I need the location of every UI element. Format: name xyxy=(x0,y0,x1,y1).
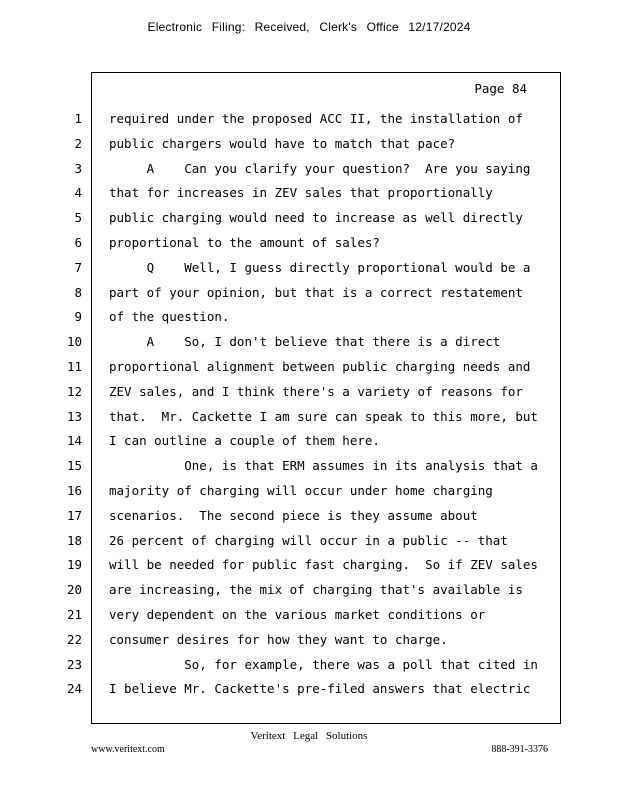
line-number: 9 xyxy=(74,309,82,325)
transcript-line: very dependent on the various market conditions or xyxy=(109,606,486,622)
electronic-filing-header: Electronic Filing: Received, Clerk's Office 12/17/2024 xyxy=(147,20,471,34)
transcript-line: that. Mr. Cackette I am sure can speak to this more, but xyxy=(109,408,538,424)
footer-website: www.veritext.com xyxy=(91,744,165,755)
transcript-line: A So, I don't believe that there is a direct xyxy=(109,334,501,350)
transcript-line: majority of charging will occur under home charging xyxy=(109,482,493,498)
transcript-line: part of your opinion, but that is a correct restatement xyxy=(109,284,523,300)
line-number: 17 xyxy=(66,507,82,523)
footer-phone: 888-391-3376 xyxy=(491,744,548,755)
line-number-column xyxy=(60,109,82,704)
transcript-line: will be needed for public fast charging. So if ZEV sales xyxy=(109,557,538,573)
line-number: 18 xyxy=(66,532,82,548)
transcript-line: One, is that ERM assumes in its analysis that a xyxy=(109,458,538,474)
line-number: 16 xyxy=(66,482,82,498)
transcript-line: public chargers would have to match that pace? xyxy=(109,135,456,151)
line-number: 8 xyxy=(74,284,82,300)
transcript-line: public charging would need to increase as well directly xyxy=(109,210,523,226)
line-number: 10 xyxy=(66,334,82,350)
line-number: 1 xyxy=(74,111,82,126)
line-number: 5 xyxy=(74,210,82,226)
transcript-line: ZEV sales, and I think there's a variety of reasons for xyxy=(109,383,523,399)
page-number: Page 84 xyxy=(474,81,527,96)
transcript-line: consumer desires for how they want to charge. xyxy=(109,631,448,647)
transcript-line: 26 percent of charging will occur in a public -- that xyxy=(109,532,508,548)
transcript-line: I can outline a couple of them here. xyxy=(109,433,380,449)
transcript-line: Q Well, I guess directly proportional would be a xyxy=(109,259,531,275)
line-number: 14 xyxy=(66,433,82,449)
line-number: 3 xyxy=(74,160,82,176)
line-number: 19 xyxy=(66,557,82,573)
line-number: 15 xyxy=(66,458,82,474)
transcript-line: are increasing, the mix of charging that's available is xyxy=(109,582,523,598)
line-number: 7 xyxy=(74,259,82,275)
line-number: 2 xyxy=(74,135,82,151)
line-number: 6 xyxy=(74,234,82,250)
line-number: 20 xyxy=(66,582,82,598)
transcript-line: required under the proposed ACC II, the installation of xyxy=(109,111,523,126)
transcript-line: that for increases in ZEV sales that proportionally xyxy=(109,185,493,201)
line-number: 11 xyxy=(66,358,82,374)
transcript-line: scenarios. The second piece is they assume about xyxy=(109,507,478,523)
line-number: 13 xyxy=(66,408,82,424)
transcript-line: A Can you clarify your question? Are you saying xyxy=(109,160,531,176)
transcript-line: proportional to the amount of sales? xyxy=(109,234,380,250)
transcript-line: of the question. xyxy=(109,309,230,325)
line-number: 24 xyxy=(66,681,82,697)
transcript-line: I believe Mr. Cackette's pre-filed answers that electric xyxy=(109,681,531,697)
line-number: 21 xyxy=(66,606,82,622)
line-number: 4 xyxy=(74,185,82,201)
line-number: 22 xyxy=(66,631,82,647)
line-number: 23 xyxy=(66,656,82,672)
transcript-line: So, for example, there was a poll that cited in xyxy=(109,656,538,672)
footer-company: Veritext Legal Solutions xyxy=(250,730,368,742)
transcript-line: proportional alignment between public charging needs and xyxy=(109,358,531,374)
line-number: 12 xyxy=(66,383,82,399)
transcript-body xyxy=(109,109,549,704)
